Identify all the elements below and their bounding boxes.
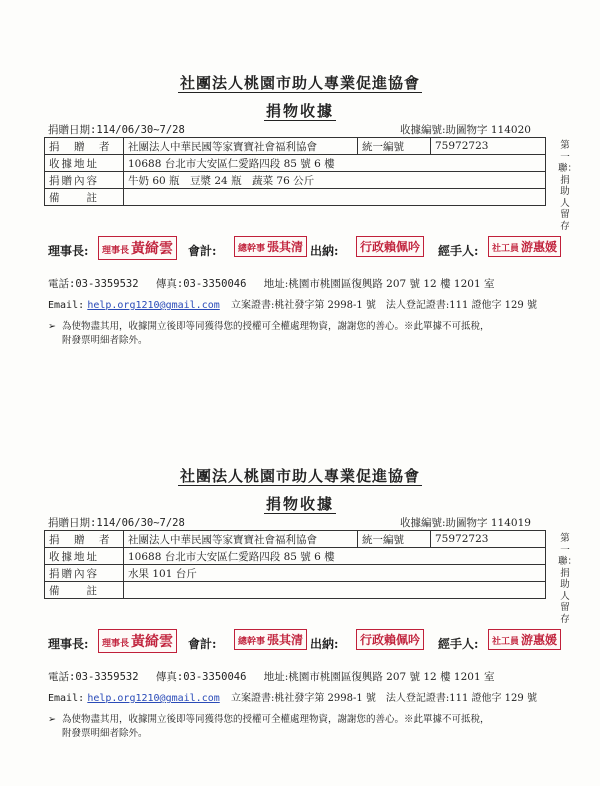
- table-row: [45, 172, 546, 189]
- cashier-stamp: 行政賴佩吟: [356, 236, 424, 257]
- content-value: 牛奶 60 瓶 豆漿 24 瓶 蔬菜 76 公斤: [124, 172, 546, 189]
- fax: 傳真:03-3350046: [155, 278, 247, 290]
- contact-line-1: [48, 276, 494, 291]
- address: 地址:桃園市桃園區復興路 207 號 12 樓 1201 室: [263, 671, 495, 683]
- content-label: 捐贈內容: [45, 172, 124, 189]
- table-row: [45, 531, 546, 548]
- tax-id-value: 75972723: [431, 531, 546, 548]
- donation-date: 捐贈日期:114/06/30~7/28: [48, 517, 185, 529]
- org-name: 社團法人桃園市助人專業促進協會: [179, 74, 420, 92]
- table-row: [45, 582, 546, 599]
- tax-id-value: 75972723: [431, 138, 546, 155]
- contact-line-2: [48, 689, 537, 704]
- remark-label: 備 註: [45, 189, 124, 206]
- donor-label: 捐 贈 者: [45, 531, 124, 548]
- serial-number: 收據編號:助圖物字 114019: [400, 517, 531, 529]
- chair-stamp: 理事長 黃綺雲: [98, 629, 177, 653]
- remark-value: [124, 189, 546, 206]
- accountant-stamp: 總幹事 張其清: [234, 236, 307, 257]
- address-value: 10688 台北市大安區仁愛路四段 85 號 6 樓: [124, 155, 546, 172]
- tax-id-label: 統一編號: [358, 138, 431, 155]
- donation-info-table: [44, 137, 546, 206]
- fax: 傳真:03-3350046: [155, 671, 247, 683]
- donor-value: 社團法人中華民國等家寶寶社會福利協會: [124, 138, 358, 155]
- contact-line-1: [48, 669, 494, 684]
- receipt-copy-1: [0, 0, 600, 390]
- registration-info: 立案證書:桃社發字第 2998-1 號 法人登記證書:111 證他字 129 號: [230, 693, 537, 704]
- table-row: [45, 138, 546, 155]
- donation-info-table: [44, 530, 546, 599]
- handler-label: 經手人:: [438, 244, 479, 258]
- handler-stamp: 社工員 游惠媛: [488, 629, 561, 650]
- registration-info: 立案證書:桃社發字第 2998-1 號 法人登記證書:111 證他字 129 號: [230, 300, 537, 311]
- donation-date: 捐贈日期:114/06/30~7/28: [48, 124, 185, 136]
- copy-side-note: 第一聯：捐助人留存: [558, 140, 578, 232]
- remark-value: [124, 582, 546, 599]
- cashier-label: 出納:: [310, 637, 339, 651]
- doc-title: 捐物收據: [265, 102, 334, 120]
- email-link[interactable]: help.org1210@gmail.com: [87, 693, 220, 704]
- arrow-bullet-icon: ➢: [48, 321, 56, 332]
- copy-side-note: 第一聯：捐助人留存: [558, 533, 578, 625]
- cashier-label: 出納:: [310, 244, 339, 258]
- phone: 電話:03-3359532: [48, 671, 139, 683]
- donor-label: 捐 贈 者: [45, 138, 124, 155]
- tax-id-label: 統一編號: [358, 531, 431, 548]
- handler-label: 經手人:: [438, 637, 479, 651]
- arrow-bullet-icon: ➢: [48, 714, 56, 725]
- doc-title: 捐物收據: [265, 495, 334, 513]
- receipt-copy-2: [0, 393, 600, 783]
- contact-line-2: [48, 296, 537, 311]
- email-label: Email:: [48, 693, 85, 704]
- chair-label: 理事長:: [48, 244, 89, 258]
- address-label: 收據地址: [45, 548, 124, 565]
- table-row: [45, 189, 546, 206]
- cashier-stamp: 行政賴佩吟: [356, 629, 424, 650]
- remark-label: 備 註: [45, 582, 124, 599]
- phone: 電話:03-3359532: [48, 278, 139, 290]
- accountant-label: 會計:: [188, 637, 217, 651]
- content-label: 捐贈內容: [45, 565, 124, 582]
- table-row: [45, 548, 546, 565]
- org-name: 社團法人桃園市助人專業促進協會: [179, 467, 420, 485]
- address-label: 收據地址: [45, 155, 124, 172]
- accountant-stamp: 總幹事 張其清: [234, 629, 307, 650]
- handler-stamp: 社工員 游惠媛: [488, 236, 561, 257]
- signature-row: [48, 629, 568, 655]
- accountant-label: 會計:: [188, 244, 217, 258]
- email-link[interactable]: help.org1210@gmail.com: [87, 300, 220, 311]
- content-value: 水果 101 台斤: [124, 565, 546, 582]
- donor-value: 社團法人中華民國等家寶寶社會福利協會: [124, 531, 358, 548]
- email-label: Email:: [48, 300, 85, 311]
- usage-note: ➢ 為使物盡其用，收據開立後即等同獲得您的授權可全權處理物資，謝謝您的善心。※此單據不可抵稅， 附發票明細者除外。: [48, 321, 490, 346]
- usage-note: ➢ 為使物盡其用，收據開立後即等同獲得您的授權可全權處理物資，謝謝您的善心。※此單據不可抵稅， 附發票明細者除外。: [48, 714, 490, 739]
- chair-stamp: 理事長 黃綺雲: [98, 236, 177, 260]
- table-row: [45, 565, 546, 582]
- table-row: [45, 155, 546, 172]
- signature-row: [48, 236, 568, 262]
- chair-label: 理事長:: [48, 637, 89, 651]
- address-value: 10688 台北市大安區仁愛路四段 85 號 6 樓: [124, 548, 546, 565]
- address: 地址:桃園市桃園區復興路 207 號 12 樓 1201 室: [263, 278, 495, 290]
- serial-number: 收據編號:助圖物字 114020: [400, 124, 531, 136]
